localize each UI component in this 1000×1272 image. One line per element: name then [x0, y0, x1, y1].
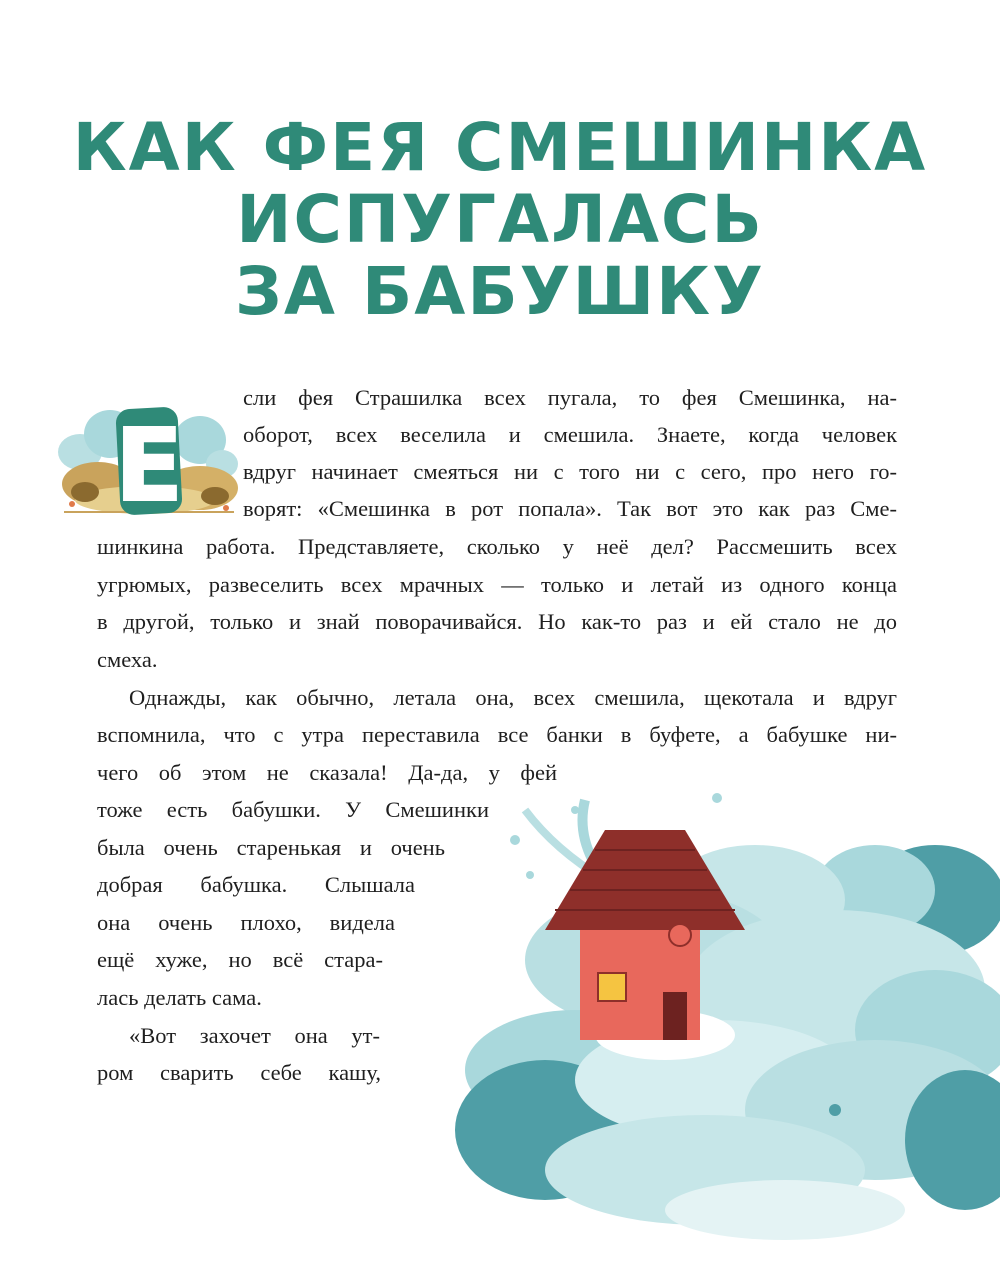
text-line-5: шинкина работа. Представляете, сколько у неё дел? Рассмешить всех: [97, 534, 897, 559]
title-line-3: ЗА БАБУШКУ: [235, 253, 765, 330]
text-line-10: вспомнила, что с утра переставила все банки в буфете, а бабушке ни-: [97, 722, 897, 747]
lit-window-icon: [598, 973, 626, 1001]
title-line-1: КАК ФЕЯ СМЕШИНКА: [72, 109, 928, 186]
text-line-1: сли фея Страшилка всех пугала, то фея Смешинка, на-: [243, 385, 897, 410]
text-line-15: она очень плохо, видела: [97, 910, 395, 935]
text-line-7: в другой, только и знай поворачивайся. Но как-то раз и ей стало не до: [97, 609, 897, 634]
drop-cap-char: Е: [114, 407, 184, 522]
text-line-6: угрюмых, развеселить всех мрачных — только и летай из одного конца: [97, 572, 897, 597]
round-window-icon: [669, 924, 691, 946]
text-line-19: ром сварить себе кашу,: [97, 1060, 381, 1085]
text-line-13: была очень старенькая и очень: [97, 835, 445, 860]
text-line-17: лась делать сама.: [97, 985, 262, 1010]
text-line-8: смеха.: [97, 647, 158, 672]
door-icon: [663, 992, 687, 1040]
title-line-2: ИСПУГАЛАСЬ: [236, 181, 764, 258]
drop-cap-letter: [115, 406, 183, 522]
house-on-clouds-illustration: [455, 780, 1000, 1240]
text-line-11: чего об этом не сказала! Да-да, у фей: [97, 760, 557, 785]
page-title: [0, 109, 1000, 330]
text-line-2: оборот, всех веселила и смешила. Знаете, когда человек: [243, 422, 897, 447]
text-line-9: Однажды, как обычно, летала она, всех смешила, щекотала и вдруг: [129, 685, 897, 710]
text-line-12: тоже есть бабушки. У Смешинки: [97, 797, 489, 822]
text-line-18: «Вот захочет она ут-: [129, 1023, 380, 1048]
text-line-14: добрая бабушка. Слышала: [97, 872, 415, 897]
drop-cap-illustration: [50, 392, 240, 522]
cloud-icon: [455, 793, 1000, 1240]
text-line-16: ещё хуже, но всё стара-: [97, 947, 383, 972]
text-line-3: вдруг начинает смеяться ни с того ни с сего, про него го-: [243, 459, 897, 484]
text-line-4: ворят: «Смешинка в рот попала». Так вот это как раз Сме-: [243, 496, 897, 521]
